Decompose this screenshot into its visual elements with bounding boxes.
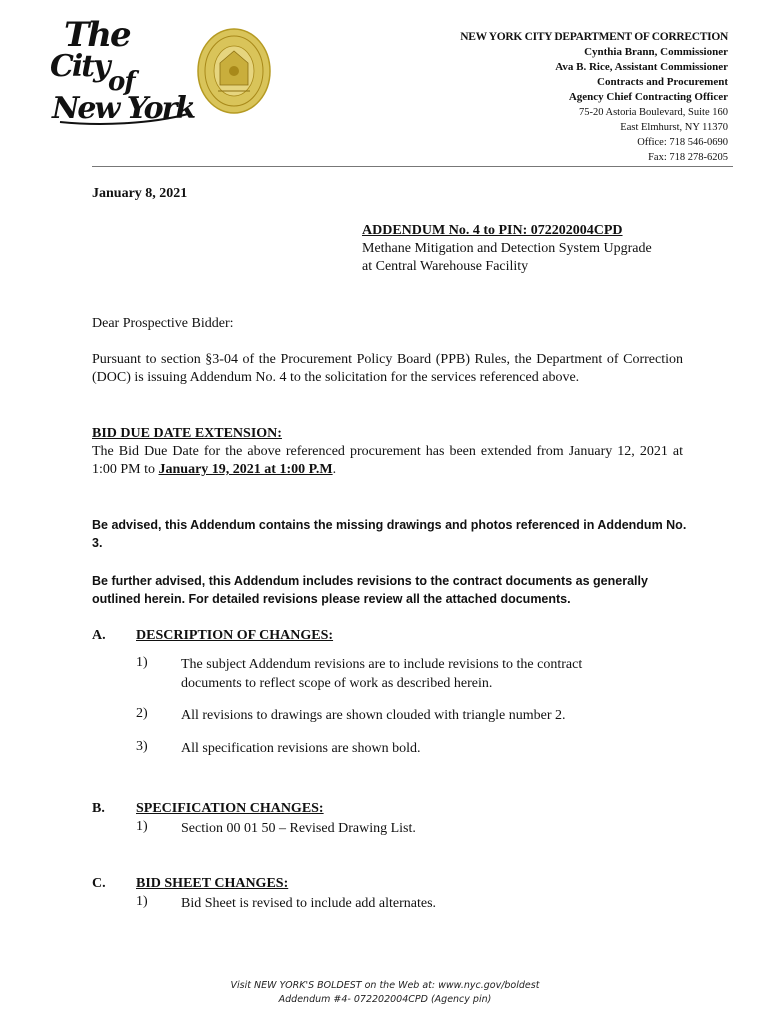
contracting-role: Agency Chief Contracting Officer <box>568 91 728 103</box>
bid-due-paragraph <box>92 443 683 479</box>
agency-header <box>460 30 728 165</box>
pursuant-paragraph: Pursuant to section §3-04 of the Procurement Policy Board (PPB) Rules, the Department of Correction (DOC) is issuing Addendum No. 4 to the solicitation for the services referenced above. <box>92 352 683 385</box>
section-b-item-1-text: Section 00 01 50 – Revised Drawing List. <box>181 821 416 836</box>
section-a-letter: A. <box>92 628 106 643</box>
office-phone: Office: 718 546-0690 <box>637 137 728 148</box>
logo-word-of: of <box>108 67 135 97</box>
address-line-1: 75-20 Astoria Boulevard, Suite 160 <box>578 107 728 118</box>
section-a-item-2-number: 2) <box>136 706 148 721</box>
addendum-location-line: at Central Warehouse Facility <box>362 259 529 274</box>
logo-word-newyork: New York <box>52 91 195 126</box>
nyc-logo <box>50 14 200 129</box>
header-divider <box>92 166 733 167</box>
section-a-item-1-number: 1) <box>136 655 148 670</box>
bid-due-text: The Bid Due Date for the above referenced procurement has been extended from January 12, 2021 at 1:00 PM to <box>92 444 683 477</box>
advisory-revisions: Be further advised, this Addendum includes revisions to the contract documents as generally outlined herein. For detailed revisions please review all the attached documents. <box>92 574 648 606</box>
page-footer <box>0 979 770 1007</box>
section-c-heading: BID SHEET CHANGES: <box>136 876 289 891</box>
commissioner-name: Cynthia Brann, Commissioner <box>584 46 728 58</box>
section-b-item-1-number: 1) <box>136 819 148 834</box>
section-a-item-1-text: The subject Addendum revisions are to include revisions to the contract documents to reflect scope of work as described herein. <box>181 657 583 691</box>
letter-date: January 8, 2021 <box>92 186 188 201</box>
section-b-letter: B. <box>92 801 105 816</box>
section-c-item-1-number: 1) <box>136 894 148 909</box>
new-bid-due-date: January 19, 2021 at 1:00 P.M <box>158 462 333 477</box>
section-a-item-2-text: All revisions to drawings are shown clouded with triangle number 2. <box>181 708 566 723</box>
assistant-commissioner: Ava B. Rice, Assistant Commissioner <box>555 61 728 73</box>
department-name: NEW YORK CITY DEPARTMENT OF CORRECTION <box>460 31 728 43</box>
section-c-letter: C. <box>92 876 106 891</box>
addendum-title: ADDENDUM No. 4 to PIN: 072202004CPD <box>362 223 623 238</box>
logo-word-the: The <box>64 15 130 55</box>
advisory-drawings: Be advised, this Addendum contains the missing drawings and photos referenced in Addendum No. 3. <box>92 518 687 550</box>
fax-number: Fax: 718 278-6205 <box>648 152 728 163</box>
section-a-item-3-number: 3) <box>136 739 148 754</box>
section-a-heading: DESCRIPTION OF CHANGES: <box>136 628 334 643</box>
bid-due-suffix: . <box>332 462 337 477</box>
city-seal-icon <box>196 27 272 115</box>
footer-website-line: Visit NEW YORK'S BOLDEST on the Web at: www.nyc.gov/boldest <box>230 980 540 991</box>
address-line-2: East Elmhurst, NY 11370 <box>620 122 728 133</box>
division-name: Contracts and Procurement <box>597 76 728 88</box>
salutation: Dear Prospective Bidder: <box>92 316 234 331</box>
addendum-project-line: Methane Mitigation and Detection System Upgrade <box>362 241 652 256</box>
section-b-heading: SPECIFICATION CHANGES: <box>136 801 324 816</box>
addendum-reference <box>362 222 652 276</box>
section-c-item-1-text: Bid Sheet is revised to include add alternates. <box>181 896 437 911</box>
bid-due-heading: BID DUE DATE EXTENSION: <box>92 426 282 441</box>
section-a-item-3-text: All specification revisions are shown bold. <box>181 741 421 756</box>
footer-addendum-line: Addendum #4- 072202004CPD (Agency pin) <box>278 994 492 1005</box>
logo-word-city: City <box>50 49 109 84</box>
